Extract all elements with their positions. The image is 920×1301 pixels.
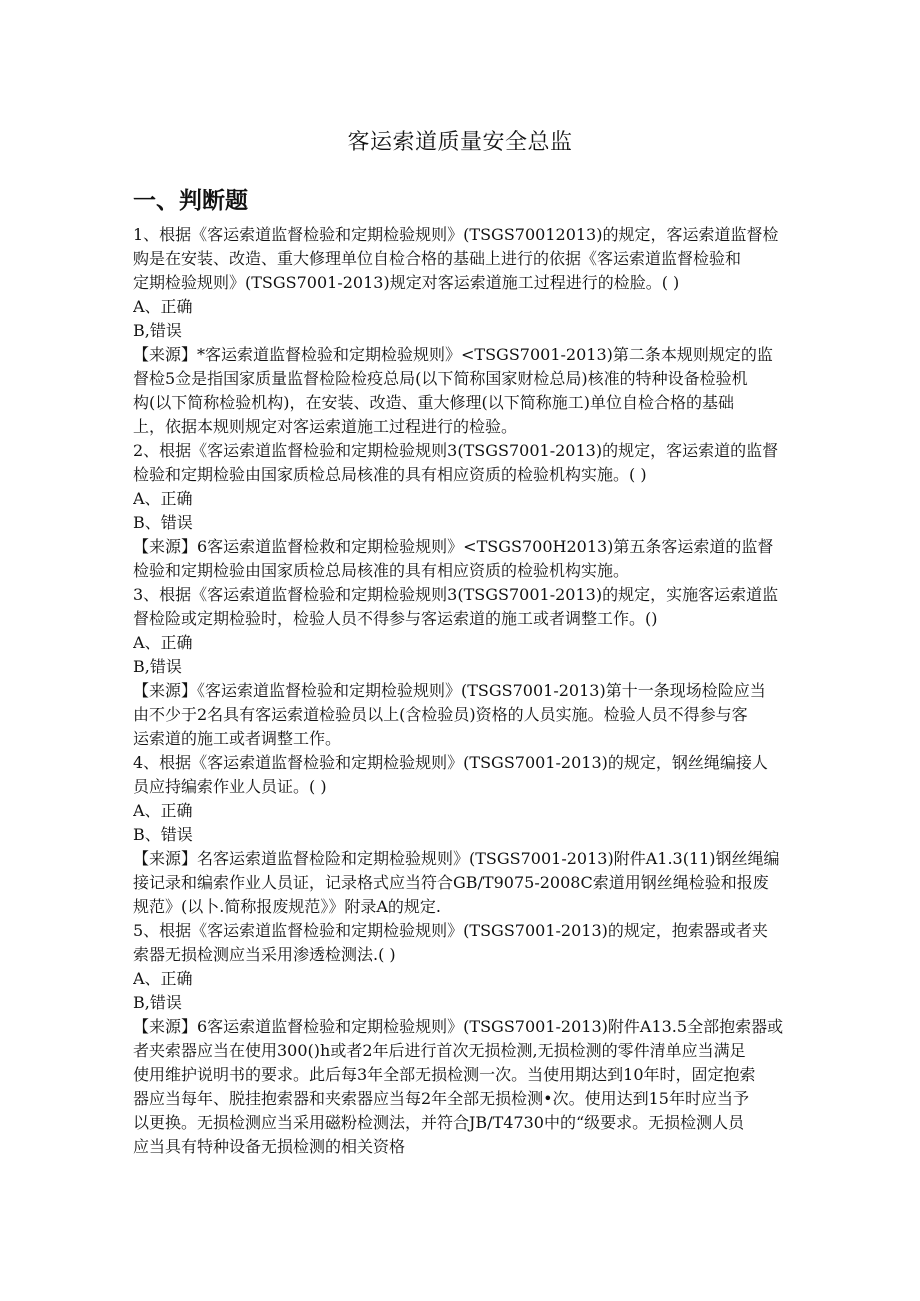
option-line: B、错误 [133, 513, 193, 532]
source-line: 应当具有特种设备无损检测的相关资格 [133, 1137, 406, 1156]
section-heading: 一、判断题 [133, 188, 248, 214]
option-line: A、正确 [133, 297, 193, 316]
source-line: 运索道的施工或者调整工作。 [133, 729, 342, 748]
text-line: 4、根据《客运索道监督检验和定期检验规则》(TSGS7001-2013)的规定，钢丝绳编接人 [133, 753, 768, 772]
option-line: B,错误 [133, 993, 182, 1012]
source-line: 由不少于2名具有客运索道检验员以上(含检验员)资格的人员实施。检验人员不得参与客 [133, 705, 748, 724]
source-line: 【来源】6客运索道监督检救和定期检验规则》<TSGS700H2013)第五条客运索道的监督 [133, 537, 774, 556]
source-line: 以更换。无损检测应当采用磁粉检测法，并符合JB/T4730中的“级要求。无损检测人员 [133, 1113, 745, 1132]
source-line: 【来源】名客运索道监督检险和定期检验规则》(TSGS7001-2013)附件A1.3(11)钢丝绳编 [133, 849, 780, 868]
option-line: B、错误 [133, 825, 193, 844]
option-line: B,错误 [133, 321, 182, 340]
source-line: 【来源】*客运索道监督检验和定期检验规则》<TSGS7001-2013)第二条本规则规定的监 [133, 345, 773, 364]
source-line: 器应当每年、脱挂抱索器和夹索器应当每2年全部无损检测•次。使用达到15年时应当予 [133, 1089, 749, 1108]
document-title: 客运索道质量安全总监 [347, 130, 573, 155]
text-line: 检验和定期检验由国家质检总局核准的具有相应资质的检验机构实施。( ) [133, 465, 647, 484]
source-line: 督检5佥是指国家质量监督检险检疫总局(以下简称国家财检总局)核准的特种设备检验机 [133, 369, 748, 388]
option-line: B,错误 [133, 657, 182, 676]
source-line: 构(以下简称检验机构)，在安装、改造、重大修理(以下简称施工)单位自检合格的基础 [133, 393, 734, 412]
text-line: 5、根据《客运索道监督检验和定期检验规则》(TSGS7001-2013)的规定，抱索器或者夹 [133, 921, 768, 940]
text-line: 1、根据《客运索道监督检验和定期检验规则》(TSGS70012013)的规定，客运索道监督检 [133, 225, 779, 244]
source-line: 者夹索器应当在使用300()h或者2年后进行首次无损检测,无损检测的零件清单应当满足 [133, 1041, 746, 1060]
option-line: A、正确 [133, 633, 193, 652]
source-line: 【来源】6客运索道监督检验和定期检验规则》(TSGS7001-2013)附件A13.5全部抱索器或 [133, 1017, 784, 1036]
text-line: 2、根据《客运索道监督检验和定期检验规则3(TSGS7001-2013)的规定，客运索道的监督 [133, 441, 779, 460]
source-line: 检验和定期检验由国家质检总局核准的具有相应资质的检验机构实施。 [133, 561, 630, 580]
source-line: 使用维护说明书的要求。此后每3年全部无损检测一次。当使用期达到10年时，固定抱索 [133, 1065, 756, 1084]
option-line: A、正确 [133, 489, 193, 508]
source-line: 上，依据本规则规定对客运索道施工过程进行的检验。 [133, 417, 518, 436]
source-line: 【来源】《客运索道监督检验和定期检验规则》(TSGS7001-2013)第十一条现场检险应当 [133, 681, 766, 700]
text-line: 3、根据《客运索道监督检验和定期检验规则3(TSGS7001-2013)的规定，实施客运索道监 [133, 585, 779, 604]
option-line: A、正确 [133, 801, 193, 820]
text-line: 定期检验规则》(TSGS7001-2013)规定对客运索道施工过程进行的检脸。( ) [133, 273, 680, 292]
text-line: 索器无损检测应当采用渗透检测法.( ) [133, 945, 396, 964]
source-line: 规范》(以卜.简称报废规范》》附录A的规定. [133, 897, 441, 916]
text-line: 督检险或定期检验时，检验人员不得参与客运索道的施工或者调整工作。() [133, 609, 658, 628]
text-line: 购是在安装、改造、重大修理单位自检合格的基础上进行的依据《客运索道监督检验和 [133, 249, 742, 268]
text-line: 员应持编索作业人员证。( ) [133, 777, 327, 796]
question-list [133, 223, 793, 1159]
source-line: 接记录和编索作业人员证，记录格式应当符合GB/T9075-2008C索道用钢丝绳检验和报废 [133, 873, 769, 892]
option-line: A、正确 [133, 969, 193, 988]
